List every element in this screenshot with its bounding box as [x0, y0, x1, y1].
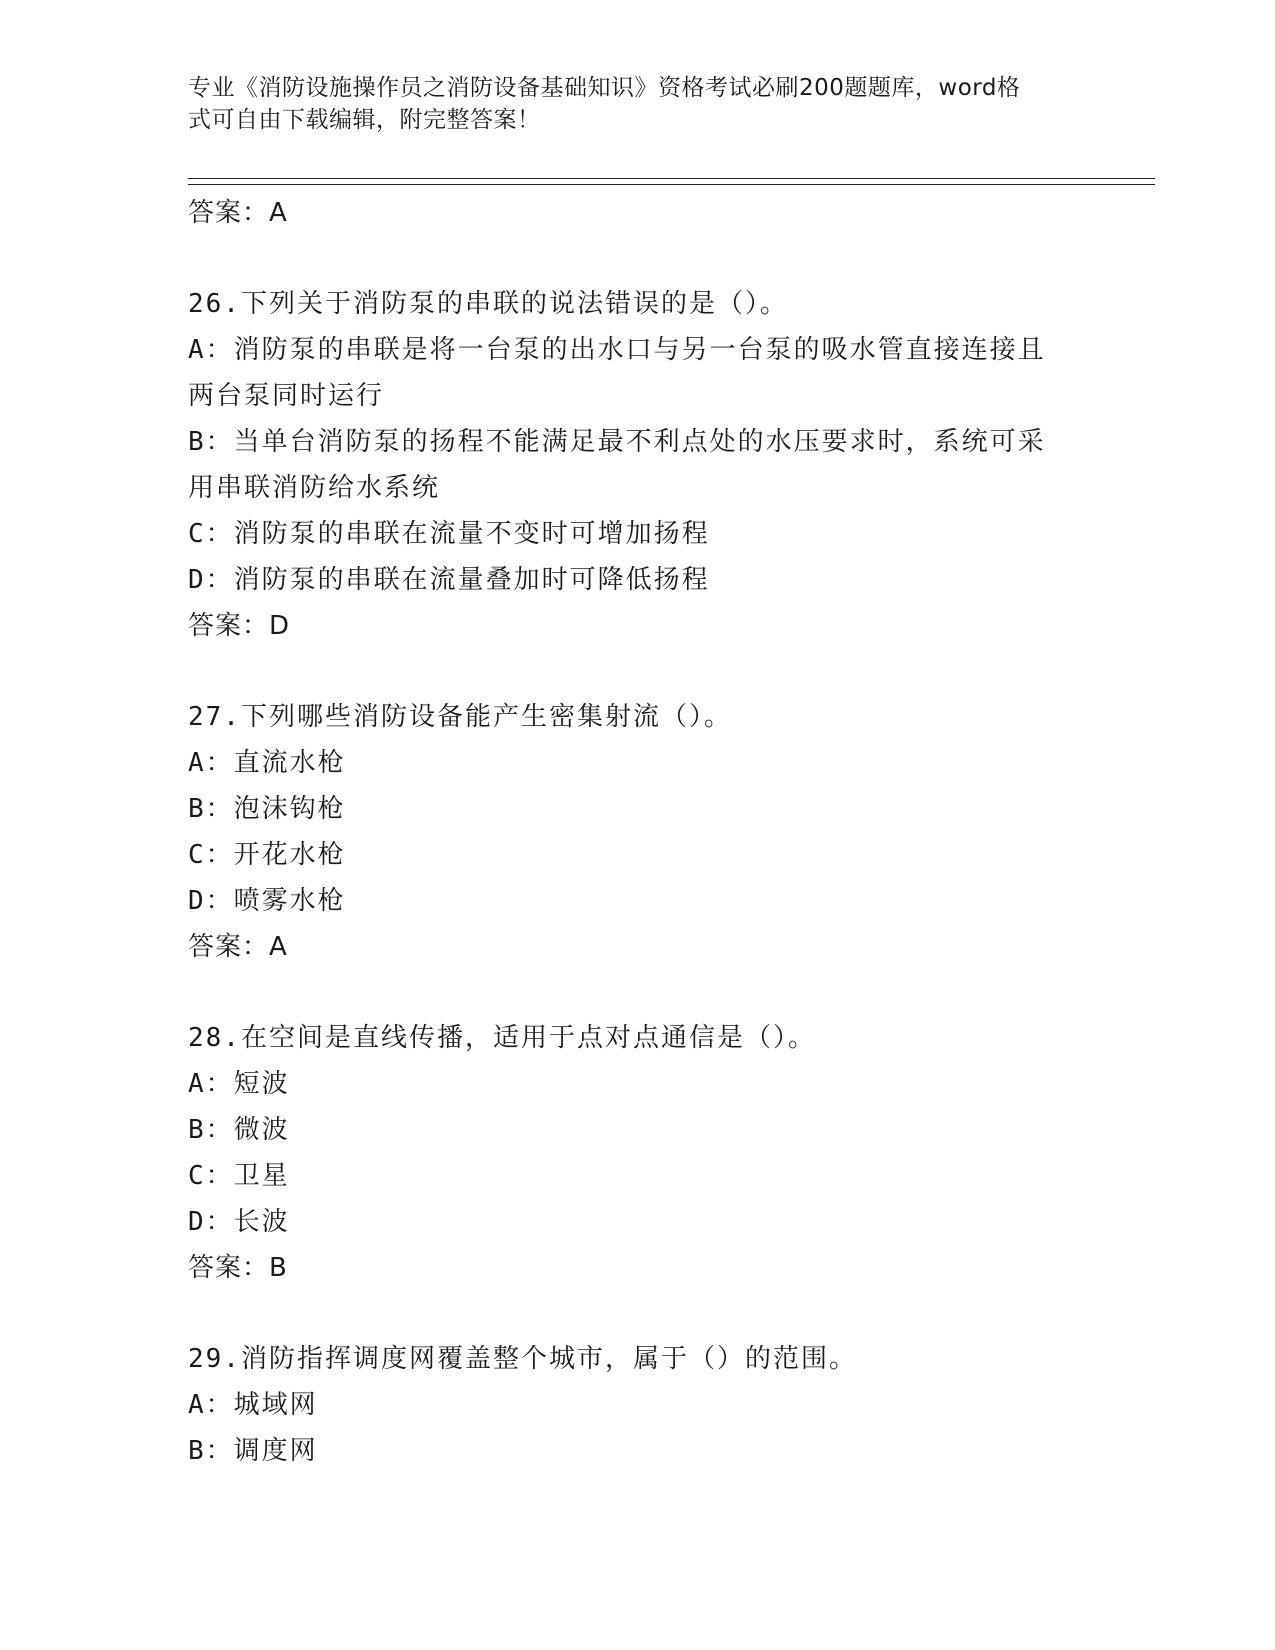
option-line: 用串联消防给水系统	[188, 473, 441, 503]
question-26	[188, 281, 1088, 649]
option-line: A：消防泵的串联是将一台泵的出水口与另一台泵的吸水管直接连接且	[188, 335, 1046, 365]
option-line: D：长波	[188, 1207, 290, 1237]
option-line: B：当单台消防泵的扬程不能满足最不利点处的水压要求时，系统可采	[188, 427, 1046, 457]
spacer	[188, 1291, 1088, 1336]
spacer	[188, 236, 1088, 281]
spacer	[188, 649, 1088, 694]
question-stem: 29.消防指挥调度网覆盖整个城市，属于（）的范围。	[188, 1344, 857, 1374]
page-header	[188, 72, 1068, 136]
header-line-1: 专业《消防设施操作员之消防设备基础知识》资格考试必刷200题题库，word格	[188, 75, 1021, 101]
option-line: D：消防泵的串联在流量叠加时可降低扬程	[188, 565, 710, 595]
answer-line: 答案：A	[188, 932, 288, 962]
header-line-2: 式可自由下载编辑，附完整答案！	[188, 107, 541, 133]
option-line: C：卫星	[188, 1161, 290, 1191]
question-stem: 28.在空间是直线传播，适用于点对点通信是（）。	[188, 1023, 816, 1053]
option-line: A：城域网	[188, 1390, 318, 1420]
answer-line: 答案：D	[188, 611, 291, 641]
question-27	[188, 694, 1088, 970]
header-divider	[188, 178, 1155, 185]
question-stem: 26.下列关于消防泵的串联的说法错误的是（）。	[188, 289, 788, 319]
answer-line: 答案：B	[188, 1253, 288, 1283]
answer-line: 答案：A	[188, 198, 288, 228]
option-line: B：调度网	[188, 1436, 318, 1466]
question-28	[188, 1015, 1088, 1291]
option-line: A：直流水枪	[188, 748, 346, 778]
question-stem: 27.下列哪些消防设备能产生密集射流（）。	[188, 702, 732, 732]
option-line: A：短波	[188, 1069, 290, 1099]
option-line: C：开花水枪	[188, 840, 346, 870]
option-line: C：消防泵的串联在流量不变时可增加扬程	[188, 519, 710, 549]
option-line: B：泡沫钩枪	[188, 794, 346, 824]
option-line: 两台泵同时运行	[188, 381, 385, 411]
document-body	[188, 190, 1088, 1474]
option-line: D：喷雾水枪	[188, 886, 346, 916]
spacer	[188, 970, 1088, 1015]
question-29	[188, 1336, 1088, 1474]
option-line: B：微波	[188, 1115, 290, 1145]
